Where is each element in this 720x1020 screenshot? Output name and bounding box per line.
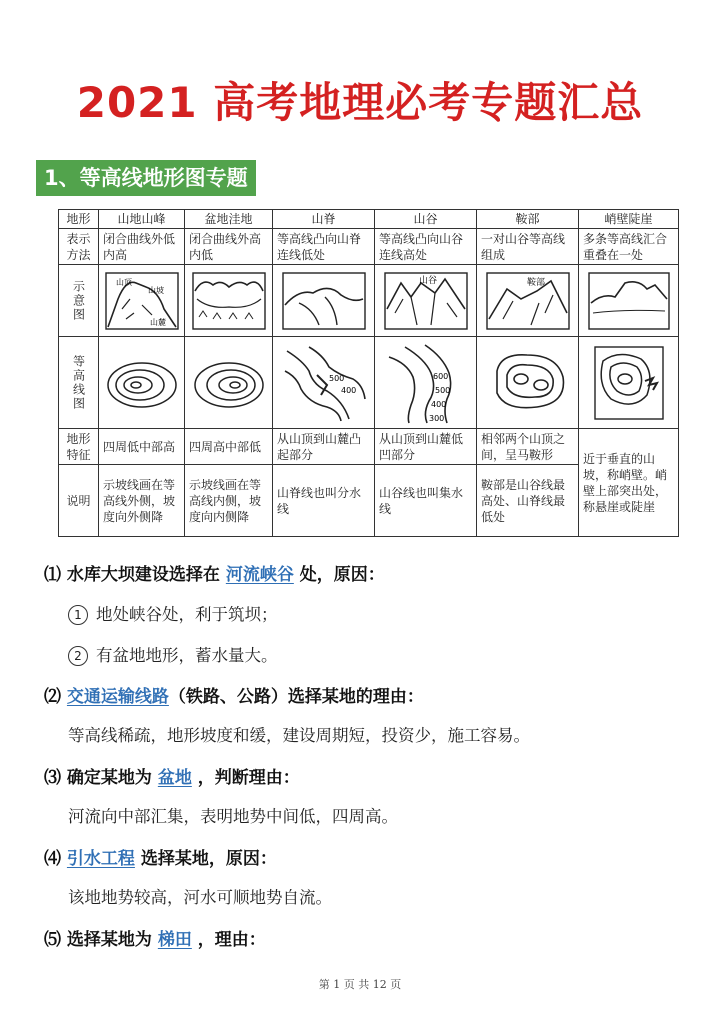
contour-value: 500	[434, 385, 450, 395]
header-cell: 盆地洼地	[185, 210, 273, 229]
valley-sketch-cell	[375, 265, 477, 337]
answer-1-2: 2 有盆地地形，蓄水量大。	[68, 642, 278, 666]
contour-value: 400	[340, 385, 356, 395]
circled-number: 2	[68, 646, 88, 666]
question-text: 水库大坝建设选择在	[66, 565, 220, 585]
peak-sketch	[102, 269, 182, 333]
circled-number: 1	[68, 605, 88, 625]
basin-sketch-cell	[185, 265, 273, 337]
ridge-sketch-cell	[273, 265, 375, 337]
table-cell: 相邻两个山顶之间，呈马鞍形	[477, 429, 579, 465]
row-label: 说明	[59, 465, 99, 537]
sketch-label: 鞍部	[526, 277, 545, 288]
question-text: ，理由：	[197, 930, 266, 950]
table-cell: 从山顶到山麓凸起部分	[273, 429, 375, 465]
row-label: 示意图	[59, 265, 99, 337]
valley-sketch	[381, 269, 471, 333]
cliff-sketch	[585, 269, 673, 333]
table-row	[59, 429, 679, 465]
contour-value: 400	[430, 399, 446, 409]
page-title: 2021 高考地理必考专题汇总	[76, 78, 644, 127]
valley-contour-cell	[375, 337, 477, 429]
table-cell: 鞍部是山谷线最高处、山脊线最低处	[477, 465, 579, 537]
contour-value: 300	[428, 413, 444, 423]
key-term: 盆地	[157, 768, 192, 788]
answer-2: 等高线稀疏，地形坡度和缓，建设周期短，投资少，施工容易。	[68, 726, 530, 745]
peak-contour-map	[102, 343, 182, 423]
answer-3: 河流向中部汇集，表明地势中间低，四周高。	[68, 807, 398, 826]
contour-terrain-table	[58, 209, 679, 537]
contour-value: 600	[432, 371, 448, 381]
table-header-row	[59, 210, 679, 229]
basin-contour-map	[189, 343, 269, 423]
saddle-contour-map	[483, 341, 573, 425]
key-term: 交通运输线路	[66, 687, 169, 707]
table-cell: 近于垂直的山坡，称峭壁。峭壁上部突出处，称悬崖或陡崖	[579, 429, 679, 537]
saddle-sketch-cell	[477, 265, 579, 337]
question-text: 选择某地为	[66, 930, 152, 950]
sketch-label: 山谷	[418, 275, 437, 286]
question-number: ⑷	[44, 849, 61, 869]
question-text: 选择某地，原因：	[140, 849, 277, 869]
question-5	[44, 925, 266, 950]
sketch-label: 山麓	[149, 317, 166, 327]
table-cell: 山谷线也叫集水线	[375, 465, 477, 537]
ridge-sketch	[279, 269, 369, 333]
table-cell: 示坡线画在等高线内侧，坡度向内侧降	[185, 465, 273, 537]
question-text: 处，原因：	[299, 565, 385, 585]
header-cell: 地形	[59, 210, 99, 229]
peak-contour-cell	[99, 337, 185, 429]
question-number: ⑶	[44, 768, 61, 788]
row-label: 等高线图	[59, 337, 99, 429]
valley-contour-map	[381, 341, 471, 425]
question-2	[44, 682, 424, 707]
header-cell: 山脊	[273, 210, 375, 229]
basin-sketch	[189, 269, 269, 333]
question-text: ，判断理由：	[197, 768, 300, 788]
question-text: （铁路、公路）选择某地的理由：	[168, 687, 424, 707]
table-cell: 四周低中部高	[99, 429, 185, 465]
key-term: 梯田	[157, 930, 192, 950]
sketch-label: 山顶	[115, 277, 132, 287]
saddle-sketch	[483, 269, 573, 333]
table-cell: 闭合曲线外低内高	[99, 229, 185, 265]
header-cell: 鞍部	[477, 210, 579, 229]
table-cell: 闭合曲线外高内低	[185, 229, 273, 265]
cliff-contour-map	[589, 341, 669, 425]
header-cell: 山谷	[375, 210, 477, 229]
cliff-contour-cell	[579, 337, 679, 429]
key-term: 引水工程	[66, 849, 135, 869]
question-3	[44, 763, 300, 788]
basin-contour-cell	[185, 337, 273, 429]
table-cell: 从山顶到山麓低凹部分	[375, 429, 477, 465]
sketch-row	[59, 265, 679, 337]
answer-1-1: 1 地处峡谷处，利于筑坝；	[68, 601, 278, 625]
table-cell: 山脊线也叫分水线	[273, 465, 375, 537]
contour-value: 500	[328, 373, 344, 383]
question-number: ⑸	[44, 930, 61, 950]
sketch-label: 山坡	[147, 285, 164, 295]
header-cell: 峭壁陡崖	[579, 210, 679, 229]
key-term: 河流峡谷	[225, 565, 294, 585]
section-heading: 1、等高线地形图专题	[36, 160, 256, 196]
saddle-contour-cell	[477, 337, 579, 429]
contour-row	[59, 337, 679, 429]
table-cell: 等高线凸向山脊连线低处	[273, 229, 375, 265]
question-number: ⑴	[44, 565, 61, 585]
table-cell: 示坡线画在等高线外侧，坡度向外侧降	[99, 465, 185, 537]
question-number: ⑵	[44, 687, 61, 707]
table-cell: 四周高中部低	[185, 429, 273, 465]
ridge-contour-cell	[273, 337, 375, 429]
page-footer: 第 1 页 共 12 页	[318, 978, 402, 991]
table-row	[59, 229, 679, 265]
ridge-contour-map	[279, 341, 369, 425]
row-label: 表示方法	[59, 229, 99, 265]
table-cell: 一对山谷等高线组成	[477, 229, 579, 265]
table-cell: 等高线凸向山谷连线高处	[375, 229, 477, 265]
peak-sketch-cell	[99, 265, 185, 337]
table-cell: 多条等高线汇合重叠在一处	[579, 229, 679, 265]
answer-4: 该地地势较高，河水可顺地势自流。	[68, 888, 332, 907]
question-text: 确定某地为	[66, 768, 152, 788]
header-cell: 山地山峰	[99, 210, 185, 229]
question-4	[44, 844, 277, 869]
question-1	[44, 560, 385, 585]
row-label: 地形特征	[59, 429, 99, 465]
cliff-sketch-cell	[579, 265, 679, 337]
